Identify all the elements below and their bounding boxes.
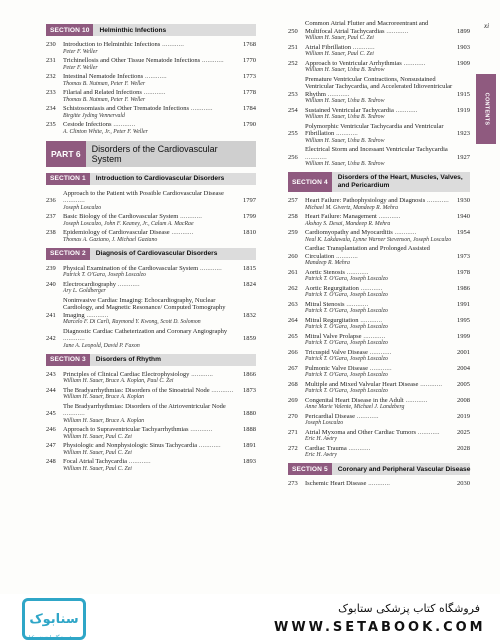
toc-entry[interactable] (288, 349, 470, 364)
toc-entry[interactable] (46, 426, 256, 441)
chapter-title: The Bradyarrhythmias: Disorders of the Atrioventricular Node ............ (63, 402, 226, 417)
footer-persian-text: فروشگاه کتاب پزشکی ستابوک (338, 602, 480, 615)
page-number: 1927 (457, 153, 470, 161)
page-number: 1810 (243, 229, 256, 236)
toc-entry[interactable] (288, 269, 470, 284)
chapter-title: Schistosomiasis and Other Trematode Infections ............ (63, 105, 213, 112)
chapter-title: Aortic Regurgitation ............ (305, 284, 383, 292)
section-header-2: SECTION 2 Diagnosis of Cardiovascular Disorders (46, 248, 256, 260)
chapter-title: Trichinellosis and Other Tissue Nematode Infections ............ (63, 57, 224, 64)
chapter-authors: William H. Sauer, Usha B. Tedrow (305, 137, 385, 144)
chapter-authors: Thomas B. Nutman, Peter F. Weller (63, 96, 146, 103)
chapter-number: 248 (46, 458, 56, 465)
page-number: 1891 (243, 442, 256, 449)
toc-entry[interactable] (46, 371, 256, 386)
chapter-number: 239 (46, 264, 56, 272)
chapter-title: Ischemic Heart Disease ............ (305, 480, 391, 487)
chapter-title: Approach to Supraventricular Tachyarrhythmias ............ (63, 426, 213, 433)
chapter-authors: William H. Sauer, Paul C. Zei (305, 35, 374, 41)
page-number: 2030 (457, 480, 470, 487)
chapter-number: 267 (288, 364, 298, 372)
chapter-authors: Ary L. Goldberger (63, 288, 106, 294)
chapter-title: Electrocardiography ............ (63, 280, 140, 288)
chapter-number: 258 (288, 213, 298, 220)
toc-entry[interactable] (288, 60, 470, 75)
right-column (262, 0, 472, 489)
chapter-authors: William H. Sauer, Usha B. Tedrow (305, 114, 385, 120)
chapter-number: 238 (46, 229, 56, 236)
chapter-title: Congenital Heart Disease in the Adult ............ (305, 396, 428, 404)
section-4-entries (288, 197, 470, 459)
toc-entry[interactable] (288, 397, 470, 412)
chapter-number: 254 (288, 106, 298, 114)
roman-page-number: xi (484, 22, 490, 30)
chapter-authors: Thomas A. Gaziano, J. Michael Gaziano (63, 236, 158, 243)
chapter-title: Pulmonic Valve Disease ............ (305, 364, 392, 372)
page-number: 1873 (243, 386, 256, 394)
toc-entry[interactable] (288, 317, 470, 332)
toc-entry[interactable] (288, 365, 470, 380)
chapter-title: Approach to Ventricular Arrhythmias ............ (305, 59, 426, 67)
page-number: 1859 (243, 335, 256, 342)
chapter-number: 260 (288, 252, 298, 260)
page-number: 1888 (243, 426, 256, 433)
chapter-title: Diagnostic Cardiac Catheterization and Coronary Angiography ............ (63, 327, 228, 342)
toc-entry[interactable] (46, 458, 256, 473)
page-number: 1770 (243, 57, 256, 64)
chapter-title: Basic Biology of the Cardiovascular System ............ (63, 213, 203, 220)
chapter-title: Cestode Infections ............ (63, 121, 136, 128)
chapter-authors: Patrick T. O'Gara, Joseph Loscalzo (63, 272, 146, 278)
chapter-number: 241 (46, 311, 56, 319)
chapter-authors: William H. Sauer, Usha B. Tedrow (305, 98, 385, 104)
chapter-authors: Thomas B. Nutman, Peter F. Weller (63, 80, 146, 87)
section-10-entries (46, 41, 256, 136)
chapter-number: 270 (288, 412, 298, 420)
chapter-number: 268 (288, 380, 298, 388)
page-number: 1790 (243, 121, 256, 128)
chapter-authors: Joseph Loscalzo, John F. Keaney, Jr., Calum A. MacRae (63, 220, 194, 227)
chapter-number: 242 (46, 335, 56, 342)
toc-entry[interactable] (288, 197, 470, 212)
toc-entry[interactable] (288, 301, 470, 316)
page-number: 1797 (243, 197, 256, 204)
chapter-number: 235 (46, 121, 56, 128)
chapter-title: The Bradyarrhythmias: Disorders of the Sinoatrial Node ............ (63, 386, 234, 394)
chapter-authors: Patrick T. O'Gara, Joseph Loscalzo (305, 292, 388, 298)
toc-entry[interactable] (288, 480, 470, 488)
chapter-authors: Patrick T. O'Gara, Joseph Loscalzo (305, 324, 388, 330)
chapter-title: Tricuspid Valve Disease ............ (305, 348, 392, 356)
chapter-number: 232 (46, 73, 56, 80)
chapter-number: 273 (288, 480, 298, 487)
chapter-title: Focal Atrial Tachycardia ............ (63, 458, 151, 465)
section-2-entries (46, 265, 256, 350)
part-6-header: PART 6 Disorders of the Cardiovascular System (46, 141, 256, 167)
page-number: 1919 (457, 106, 470, 114)
chapter-title: Mitral Regurgitation ............ (305, 316, 383, 324)
page-number: 1940 (457, 213, 470, 220)
page-number: 1880 (243, 410, 256, 417)
chapter-authors: William H. Sauer, Paul C. Zei (63, 465, 132, 472)
chapter-number: 246 (46, 426, 56, 433)
chapter-authors: Michael M. Givertz, Mandeep R. Mehra (305, 204, 399, 211)
chapter-authors: Joseph Loscalzo (305, 420, 344, 426)
chapter-authors: Joseph Loscalzo (63, 204, 102, 211)
chapter-title: Common Atrial Flutter and Macroreentrant and Multifocal Atrial Tachycardias ............ (305, 20, 429, 35)
chapter-authors: William H. Sauer, Bruce A. Koplan, Paul C. Zei (63, 378, 174, 384)
toc-entry[interactable] (46, 89, 256, 104)
chapter-title: Cardiomyopathy and Myocarditis ............ (305, 229, 417, 236)
chapter-number: 253 (288, 90, 298, 98)
chapter-number: 230 (46, 41, 56, 48)
toc-entry[interactable] (46, 265, 256, 280)
chapter-authors: Neal K. Lakdawala, Lynne Warner Stevenson, Joseph Loscalzo (305, 236, 452, 243)
chapter-number: 234 (46, 105, 56, 112)
toc-entry[interactable] (288, 123, 470, 145)
page-number: 1784 (243, 105, 256, 112)
toc-entry[interactable] (288, 445, 470, 460)
toc-entry[interactable] (288, 245, 470, 267)
toc-entry[interactable] (288, 229, 470, 244)
chapter-title: Premature Ventricular Contractions, Nonsustained Ventricular Tachycardia, and Accelerated Idioventricular Rhythm ............ (305, 75, 453, 98)
chapter-number: 256 (288, 153, 298, 161)
section-header-1: SECTION 1 Introduction to Cardiovascular Disorders (46, 173, 256, 185)
page-number: 2025 (457, 428, 470, 436)
toc-entry[interactable] (46, 121, 256, 136)
section-header-3: SECTION 3 Disorders of Rhythm (46, 354, 256, 366)
chapter-authors: William H. Sauer, Paul C. Zei (63, 433, 132, 440)
toc-entry[interactable] (46, 229, 256, 244)
chapter-number: 247 (46, 442, 56, 449)
page-number: 2005 (457, 380, 470, 388)
section-1-entries (46, 190, 256, 244)
chapter-authors: A. Clinton White, Jr., Peter F. Weller (63, 128, 148, 135)
chapter-authors: Patrick T. O'Gara, Joseph Loscalzo (305, 372, 388, 378)
toc-entry[interactable] (46, 213, 256, 228)
section-header-5: SECTION 5 Coronary and Peripheral Vascular Disease (288, 463, 470, 475)
chapter-authors: Eric H. Awtry (305, 436, 337, 442)
chapter-number: 233 (46, 89, 56, 96)
chapter-authors: Marcelo F. Di Carli, Raymond Y. Kwong, Scott D. Solomon (63, 319, 201, 325)
chapter-authors: William H. Sauer, Paul C. Zei (305, 51, 374, 57)
chapter-number: 257 (288, 197, 298, 204)
setabook-logo[interactable]: سنابوک (22, 598, 86, 640)
chapter-authors: Peter F. Weller (63, 48, 98, 55)
chapter-title: Introduction to Helminthic Infections ............ (63, 41, 185, 48)
chapter-title: Principles of Clinical Cardiac Electrophysiology ............ (63, 370, 214, 378)
chapter-title: Physiologic and Nonphysiologic Sinus Tachycardia ............ (63, 442, 221, 449)
chapter-number: 262 (288, 284, 298, 292)
chapter-authors: William H. Sauer, Bruce A. Koplan (63, 394, 145, 400)
chapter-authors: William H. Sauer, Bruce A. Koplan (63, 417, 145, 424)
chapter-number: 255 (288, 130, 298, 137)
toc-entry[interactable] (46, 442, 256, 457)
toc-entry[interactable] (288, 413, 470, 428)
toc-entry[interactable] (46, 190, 256, 212)
chapter-title: Heart Failure: Pathophysiology and Diagnosis ............ (305, 197, 449, 204)
page-number: 1930 (457, 197, 470, 204)
toc-entry[interactable] (288, 285, 470, 300)
toc-entry[interactable] (288, 107, 470, 122)
toc-entry[interactable] (46, 281, 256, 296)
page-number: 2008 (457, 396, 470, 404)
toc-entry[interactable] (288, 146, 470, 168)
toc-entry[interactable] (288, 76, 470, 106)
rhythm-entries-continued (288, 20, 470, 168)
toc-entry[interactable] (46, 41, 256, 56)
page-number: 1999 (457, 332, 470, 340)
chapter-number: 272 (288, 444, 298, 452)
page-number: 1815 (243, 264, 256, 272)
chapter-number: 264 (288, 316, 298, 324)
footer-url[interactable]: WWW.SETABOOK.COM (274, 620, 486, 635)
chapter-number: 259 (288, 229, 298, 236)
chapter-number: 245 (46, 410, 56, 417)
page-number: 1824 (243, 280, 256, 288)
chapter-number: 231 (46, 57, 56, 64)
chapter-authors: Patrick T. O'Gara, Joseph Loscalzo (305, 308, 388, 314)
page-number: 2004 (457, 364, 470, 372)
page-number: 2028 (457, 444, 470, 452)
page-number: 1903 (457, 43, 470, 51)
toc-entry[interactable] (46, 387, 256, 402)
logo-subtitle: فروشگاه اینترنتی کتاب (24, 635, 72, 640)
page-number: 1899 (457, 27, 470, 35)
chapter-number: 269 (288, 396, 298, 404)
chapter-authors: Anne Marie Valente, Michael J. Landzberg (305, 404, 405, 410)
page-number: 1986 (457, 284, 470, 292)
chapter-title: Electrical Storm and Incessant Ventricular Tachycardia ............ (305, 146, 448, 161)
chapter-title: Approach to the Patient with Possible Cardiovascular Disease ............ (63, 189, 224, 204)
chapter-authors: Jane A. Leopold, David P. Faxon (63, 342, 140, 349)
chapter-authors: William H. Sauer, Paul C. Zei (63, 449, 132, 456)
chapter-number: 250 (288, 27, 298, 35)
chapter-title: Cardiac Transplantation and Prolonged Assisted Circulation ............ (305, 245, 430, 260)
toc-entry[interactable] (46, 403, 256, 425)
chapter-title: Filarial and Related Infections ............ (63, 89, 166, 96)
toc-entry[interactable] (288, 429, 470, 444)
chapter-number: 266 (288, 348, 298, 356)
page-number: 1978 (457, 268, 470, 276)
chapter-title: Multiple and Mixed Valvular Heart Disease ............ (305, 380, 443, 388)
chapter-authors: Birgitte Jyding Vennervald (63, 112, 125, 119)
page-number: 1832 (243, 311, 256, 319)
section-3-entries (46, 371, 256, 473)
chapter-authors: Akshay S. Desai, Mandeep R. Mehra (305, 220, 391, 227)
page-number: 1778 (243, 89, 256, 96)
chapter-number: 252 (288, 59, 298, 67)
chapter-authors: Patrick T. O'Gara, Joseph Loscalzo (305, 340, 388, 346)
page-number: 1866 (243, 370, 256, 378)
chapter-title: Intestinal Nematode Infections ............ (63, 73, 167, 80)
chapter-authors: Patrick T. O'Gara, Joseph Loscalzo (305, 356, 388, 362)
toc-entry[interactable] (46, 328, 256, 350)
chapter-authors: William H. Sauer, Usha B. Tedrow (305, 67, 385, 73)
chapter-authors: Eric H. Awtry (305, 452, 337, 458)
page-number: 1991 (457, 300, 470, 308)
chapter-title: Heart Failure: Management ............ (305, 213, 401, 220)
toc-entry[interactable] (46, 73, 256, 88)
section-header-4: SECTION 4 Disorders of the Heart, Muscles, Valves, and Pericardium (288, 172, 470, 192)
chapter-number: 265 (288, 332, 298, 340)
left-column (0, 0, 262, 474)
chapter-title: Epidemiology of Cardiovascular Disease ............ (63, 229, 194, 236)
chapter-title: Atrial Fibrillation ............ (305, 43, 375, 51)
toc-entry[interactable] (288, 44, 470, 59)
chapter-number: 263 (288, 300, 298, 308)
chapter-number: 244 (46, 386, 56, 394)
chapter-title: Sustained Ventricular Tachycardia ............ (305, 106, 418, 114)
chapter-number: 236 (46, 197, 56, 204)
toc-entry[interactable] (288, 333, 470, 348)
chapter-authors: Patrick T. O'Gara, Joseph Loscalzo (305, 276, 388, 282)
page-number: 1915 (457, 90, 470, 98)
chapter-number: 243 (46, 370, 56, 378)
chapter-number: 271 (288, 428, 298, 436)
chapter-number: 237 (46, 213, 56, 220)
toc-entry[interactable] (288, 381, 470, 396)
page-number: 1799 (243, 213, 256, 220)
page-number: 1973 (457, 252, 470, 260)
chapter-title: Physical Examination of the Cardiovascular System ............ (63, 264, 222, 272)
chapter-title: Aortic Stenosis ............ (305, 268, 369, 276)
chapter-title: Noninvasive Cardiac Imaging: Echocardiography, Nuclear Cardiology, and Magnetic Resonance/ Computed Tomography Imaging ............ (63, 296, 226, 319)
chapter-number: 240 (46, 280, 56, 288)
chapter-title: Mitral Valve Prolapse ............ (305, 332, 386, 340)
page-number: 1768 (243, 41, 256, 48)
page-number: 1954 (457, 229, 470, 236)
page-number: 1909 (457, 59, 470, 67)
chapter-authors: William H. Sauer, Usha B. Tedrow (305, 161, 385, 167)
toc-entry[interactable] (288, 213, 470, 228)
chapter-title: Cardiac Trauma ............ (305, 444, 371, 452)
toc-entry[interactable] (46, 105, 256, 120)
chapter-title: Atrial Myxoma and Other Cardiac Tumors ............ (305, 428, 440, 436)
chapter-title: Mitral Stenosis ............ (305, 300, 369, 308)
toc-entry[interactable] (46, 297, 256, 327)
section-5-entries (288, 480, 470, 488)
page-number: 2019 (457, 412, 470, 420)
page-number: 1773 (243, 73, 256, 80)
chapter-number: 251 (288, 43, 298, 51)
chapter-authors: Patrick T. O'Gara, Joseph Loscalzo (305, 388, 388, 394)
contents-side-tab: CONTENTS (476, 74, 496, 144)
chapter-title: Polymorphic Ventricular Tachycardia and Ventricular Fibrillation ............ (305, 122, 444, 137)
chapter-title: Pericardial Disease ............ (305, 412, 379, 420)
section-header-10: SECTION 10 Helminthic Infections (46, 24, 256, 36)
page-number: 1995 (457, 316, 470, 324)
chapter-authors: Mandeep R. Mehra (305, 260, 350, 266)
toc-entry[interactable] (46, 57, 256, 72)
page-number: 1893 (243, 458, 256, 465)
chapter-authors: Peter F. Weller (63, 64, 98, 71)
toc-entry[interactable] (288, 20, 470, 42)
chapter-number: 261 (288, 268, 298, 276)
watermark-footer (0, 594, 500, 640)
page-number: 1923 (457, 130, 470, 137)
page-number: 2001 (457, 348, 470, 356)
